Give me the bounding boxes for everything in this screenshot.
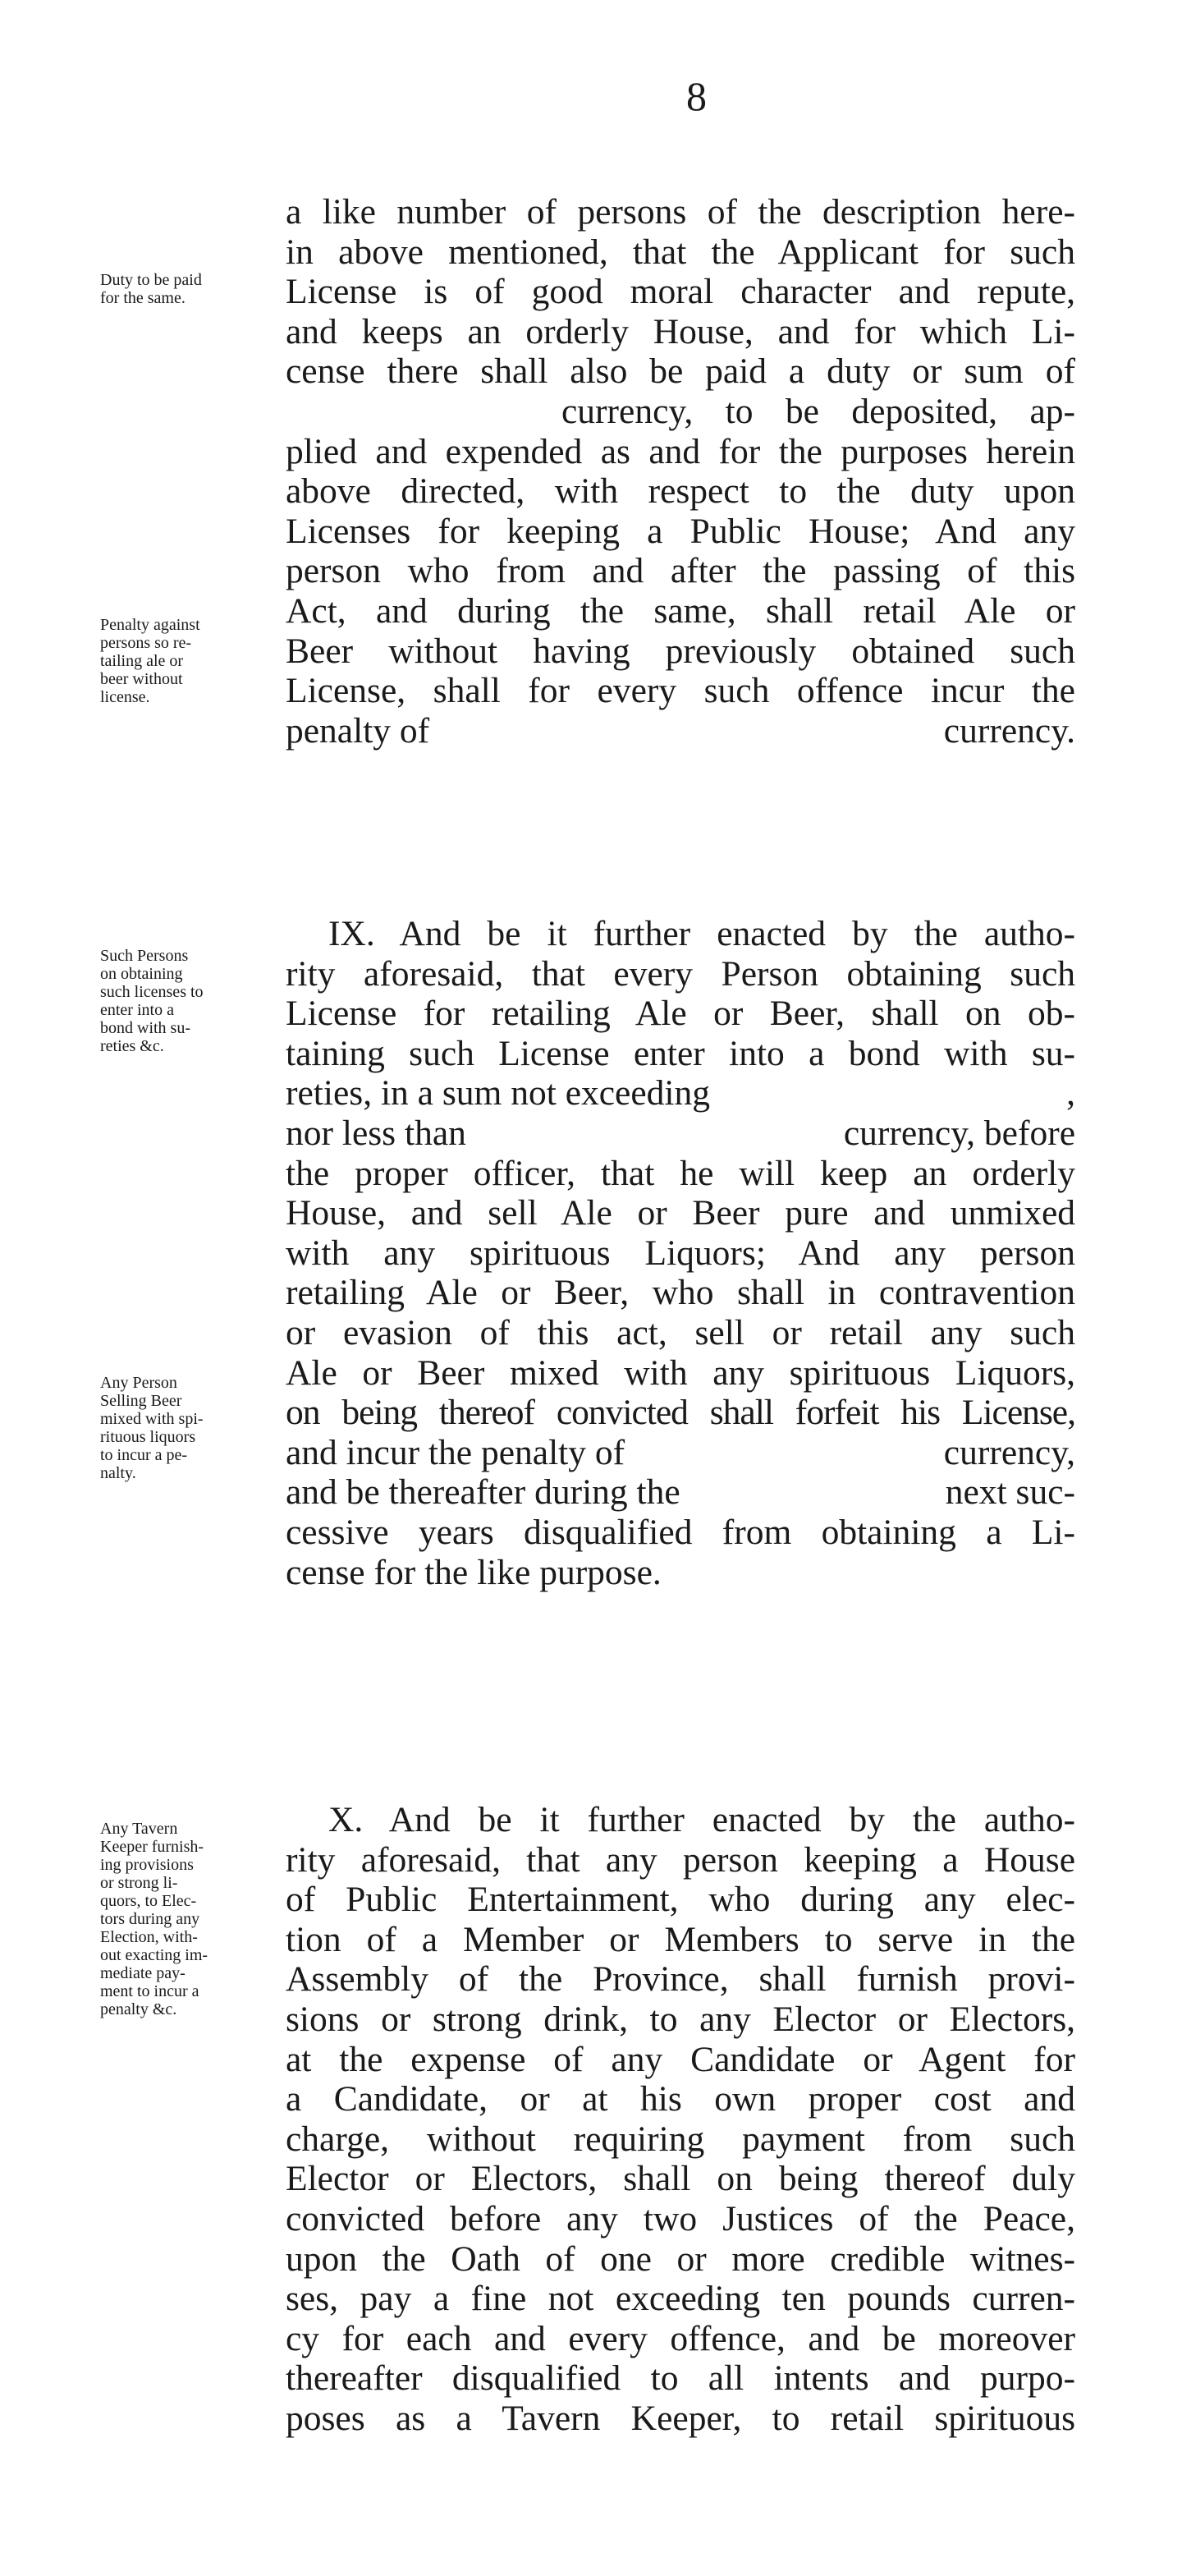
text-line: IX. And be it further enacted by the autho- [328, 914, 1075, 953]
text-fragment: currency, [943, 1432, 1075, 1472]
margin-note-mixed-beer [100, 1374, 253, 1482]
text-line: a Candidate, or at his own proper cost and [286, 2079, 1075, 2119]
margin-note-line: mixed with spi- [100, 1410, 204, 1428]
margin-note-line: to incur a pe- [100, 1446, 188, 1464]
section-1-body [286, 192, 1075, 751]
margin-note-line: tors during any [100, 1910, 200, 1928]
text-line: a like number of persons of the description here- [286, 192, 1075, 232]
margin-note-line: Duty to be paid [100, 271, 202, 289]
text-line: sions or strong drink, to any Elector or Electors, [286, 1999, 1075, 2039]
text-line: rity aforesaid, that every Person obtaining such [286, 953, 1075, 994]
text-line: above directed, with respect to the duty upon [286, 471, 1075, 512]
text-line: Assembly of the Province, shall furnish provi- [286, 1959, 1075, 2000]
margin-note-line: on obtaining [100, 965, 183, 983]
text-line: License, shall for every such offence incur the [286, 671, 1075, 711]
margin-note-line: out exacting im- [100, 1946, 208, 1964]
margin-note-penalty [100, 616, 253, 706]
text-fragment: next suc- [945, 1472, 1075, 1513]
text-line: plied and expended as and for the purposes herein [286, 431, 1075, 471]
margin-note-line: quors, to Elec- [100, 1892, 197, 1910]
margin-note-line: Keeper furnish- [100, 1838, 204, 1856]
text-line: person who from and after the passing of this [286, 551, 1075, 591]
margin-note-line: beer without [100, 670, 183, 688]
text-line: Elector or Electors, shall on being thereof duly [286, 2159, 1075, 2199]
margin-note-line: or strong li- [100, 1874, 178, 1892]
margin-note-line: for the same. [100, 289, 186, 307]
margin-note-line: ing provisions [100, 1856, 194, 1874]
text-line: upon the Oath of one or more credible witnes- [286, 2239, 1075, 2279]
text-line-split [286, 1114, 1075, 1154]
margin-note-line: persons so re- [100, 634, 192, 652]
margin-note-line: Penalty against [100, 616, 200, 634]
margin-note-line: Selling Beer [100, 1392, 182, 1410]
margin-note-line: enter into a [100, 1001, 174, 1019]
margin-note-line: reties &c. [100, 1037, 164, 1055]
text-fragment: penalty of [286, 710, 430, 751]
margin-note-line: bond with su- [100, 1019, 190, 1037]
text-line: Beer without having previously obtained such [286, 631, 1075, 671]
margin-note-line: Any Tavern [100, 1820, 178, 1838]
text-line: in above mentioned, that the Applicant for such [286, 232, 1075, 272]
text-line: poses as a Tavern Keeper, to retail spirituous [286, 2398, 1075, 2438]
text-line: at the expense of any Candidate or Agent for [286, 2039, 1075, 2079]
text-line-split [286, 1472, 1075, 1513]
text-line: Ale or Beer mixed with any spirituous Liquors, [286, 1352, 1075, 1393]
text-fragment: and incur the penalty of [286, 1432, 625, 1472]
text-line: charge, without requiring payment from such [286, 2119, 1075, 2159]
text-fragment: , [1066, 1073, 1075, 1114]
text-line: currency, to be deposited, ap- [561, 391, 1075, 431]
margin-note-line: mediate pay- [100, 1964, 186, 1982]
text-line: cense there shall also be paid a duty or sum of [286, 351, 1075, 392]
text-fragment: reties, in a sum not exceeding [286, 1073, 711, 1114]
margin-note-line: tailing ale or [100, 652, 184, 670]
margin-note-line: nalty. [100, 1464, 136, 1482]
text-line: Act, and during the same, shall retail Ale or [286, 590, 1075, 631]
text-line: cy for each and every offence, and be moreover [286, 2318, 1075, 2358]
text-line: rity aforesaid, that any person keeping a House [286, 1839, 1075, 1880]
text-line: with any spirituous Liquors; And any person [286, 1233, 1075, 1273]
text-line: ses, pay a fine not exceeding ten pounds curren- [286, 2279, 1075, 2319]
text-line: Licenses for keeping a Public House; And any [286, 511, 1075, 551]
margin-note-line: such licenses to [100, 983, 204, 1001]
text-line: cessive years disqualified from obtaining a Li- [286, 1512, 1075, 1552]
text-line: the proper officer, that he will keep an orderly [286, 1153, 1075, 1193]
margin-note-tavern-keeper [100, 1820, 253, 2018]
text-line: taining such License enter into a bond with su- [286, 1033, 1075, 1073]
text-line: convicted before any two Justices of the Peace, [286, 2198, 1075, 2239]
text-line: X. And be it further enacted by the autho- [328, 1800, 1075, 1839]
margin-note-line: Election, with- [100, 1928, 198, 1946]
margin-note-line: license. [100, 688, 150, 706]
text-fragment: currency, before [843, 1113, 1075, 1153]
text-line: retailing Ale or Beer, who shall in contravention [286, 1273, 1075, 1313]
margin-note-line: Any Person [100, 1374, 177, 1392]
text-fragment: and be thereafter during the [286, 1472, 680, 1513]
text-line: of Public Entertainment, who during any elec- [286, 1880, 1075, 1920]
margin-note-line: Such Persons [100, 947, 189, 965]
text-line: tion of a Member or Members to serve in the [286, 1919, 1075, 1959]
text-line: or evasion of this act, sell or retail any such [286, 1312, 1075, 1352]
section-2-body [286, 914, 1075, 1592]
text-line: on being thereof convicted shall forfeit his License, [286, 1393, 1075, 1433]
text-line: License is of good moral character and repute, [286, 272, 1075, 312]
text-line-split [286, 711, 1075, 751]
page-number: 8 [686, 73, 707, 119]
text-line: License for retailing Ale or Beer, shall on ob- [286, 994, 1075, 1034]
text-line: and keeps an orderly House, and for which Li- [286, 311, 1075, 351]
margin-note-duty [100, 271, 253, 307]
text-fragment: nor less than [286, 1113, 466, 1153]
text-line: thereafter disqualified to all intents and purpo- [286, 2358, 1075, 2399]
text-line-split [286, 1073, 1075, 1114]
section-3-body [286, 1800, 1075, 2439]
text-line-split [286, 1433, 1075, 1473]
text-line: cense for the like purpose. [286, 1552, 662, 1592]
margin-note-line: rituous liquors [100, 1428, 196, 1446]
margin-note-line: ment to incur a [100, 1982, 199, 2000]
text-line: House, and sell Ale or Beer pure and unmixed [286, 1193, 1075, 1233]
margin-note-bond [100, 947, 253, 1055]
margin-note-line: penalty &c. [100, 2000, 177, 2018]
text-fragment: currency. [943, 710, 1075, 751]
